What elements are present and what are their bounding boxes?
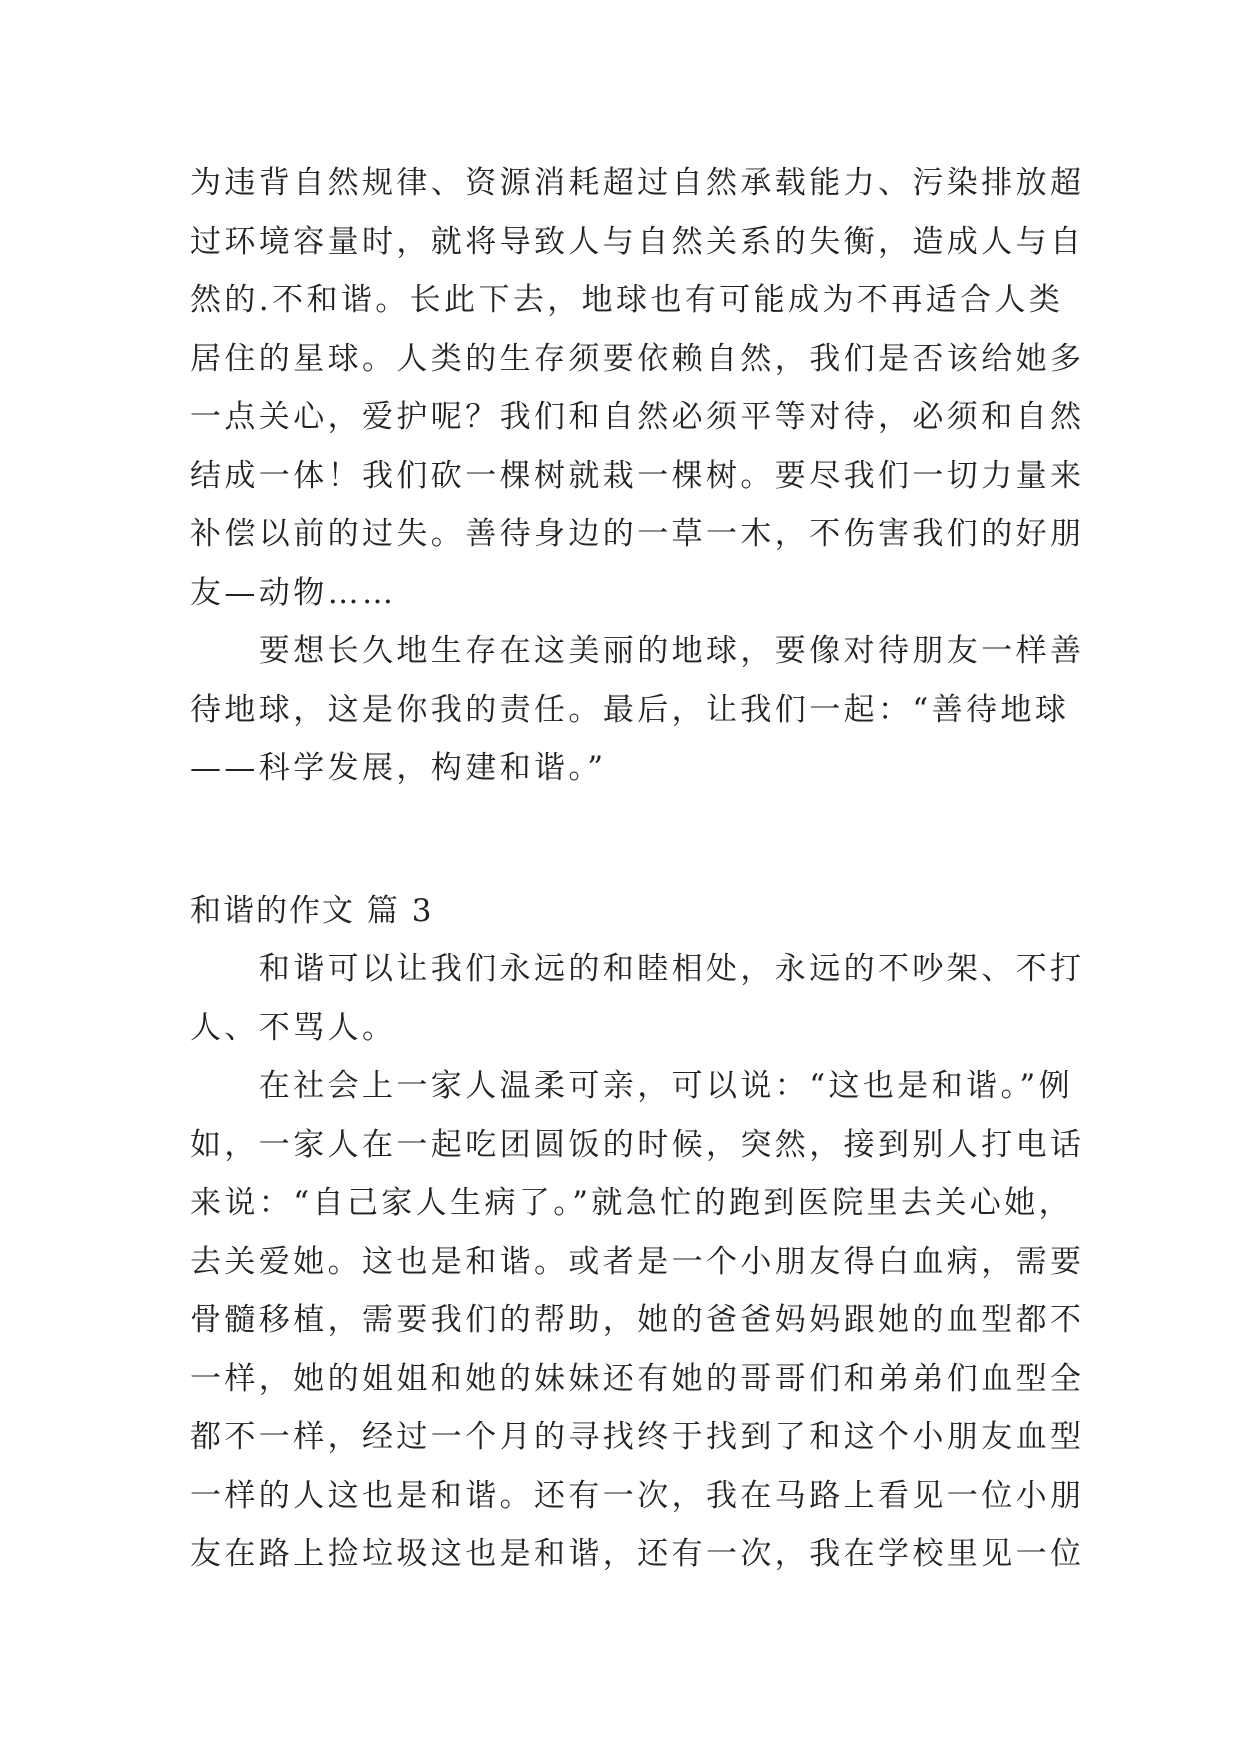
paragraph	[190, 154, 1085, 622]
text-line: 要想长久地生存在这美丽的地球，要像对待朋友一样善	[190, 633, 1085, 669]
text-line: ——科学发展，构建和谐。”	[190, 750, 607, 786]
paragraph	[190, 622, 1085, 798]
text-line: 如，一家人在一起吃团圆饭的时候，突然，接到别人打电话	[190, 1126, 1085, 1163]
text-line: 友在路上捡垃圾这也是和谐，还有一次，我在学校里见一位	[190, 1536, 1085, 1572]
paragraph	[190, 940, 1085, 1057]
text-line: 居住的星球。人类的生存须要依赖自然，我们是否该给她多	[190, 340, 1085, 377]
text-line: 一样的人这也是和谐。还有一次，我在马路上看见一位小朋	[190, 1477, 1085, 1514]
text-line: 然的.不和谐。长此下去，地球也有可能成为不再适合人类	[190, 282, 1064, 318]
paragraph	[190, 1057, 1085, 1584]
text-line: 都不一样，经过一个月的寻找终于找到了和这个小朋友血型	[190, 1419, 1085, 1455]
text-line: 待地球，这是你我的责任。最后，让我们一起：“善待地球	[190, 691, 1070, 728]
section-heading: 和谐的作文 篇 3	[190, 892, 434, 929]
section-spacer	[190, 798, 1070, 882]
document-body	[190, 154, 1085, 1584]
text-line: 去关爱她。这也是和谐。或者是一个小朋友得白血病，需要	[190, 1243, 1085, 1280]
text-line: 为违背自然规律、资源消耗超过自然承载能力、污染排放超	[190, 165, 1085, 201]
text-line: 在社会上一家人温柔可亲，可以说：“这也是和谐。”例	[190, 1068, 1073, 1104]
text-line: 结成一体！我们砍一棵树就栽一棵树。要尽我们一切力量来	[190, 457, 1085, 494]
text-line: 友—动物……	[190, 574, 397, 611]
text-line: 来说：“自己家人生病了。”就急忙的跑到医院里去关心她，	[190, 1185, 1073, 1221]
text-line: 和谐可以让我们永远的和睦相处，永远的不吵架、不打	[190, 951, 1085, 987]
text-line: 一样，她的姐姐和她的妹妹还有她的哥哥们和弟弟们血型全	[190, 1360, 1085, 1397]
text-line: 一点关心，爱护呢？我们和自然必须平等对待，必须和自然	[190, 399, 1085, 435]
text-line: 人、不骂人。	[190, 1009, 397, 1046]
text-line: 补偿以前的过失。善待身边的一草一木，不伤害我们的好朋	[190, 516, 1085, 552]
text-line: 过环境容量时，就将导致人与自然关系的失衡，造成人与自	[190, 223, 1085, 260]
text-line: 骨髓移植，需要我们的帮助，她的爸爸妈妈跟她的血型都不	[190, 1302, 1085, 1338]
